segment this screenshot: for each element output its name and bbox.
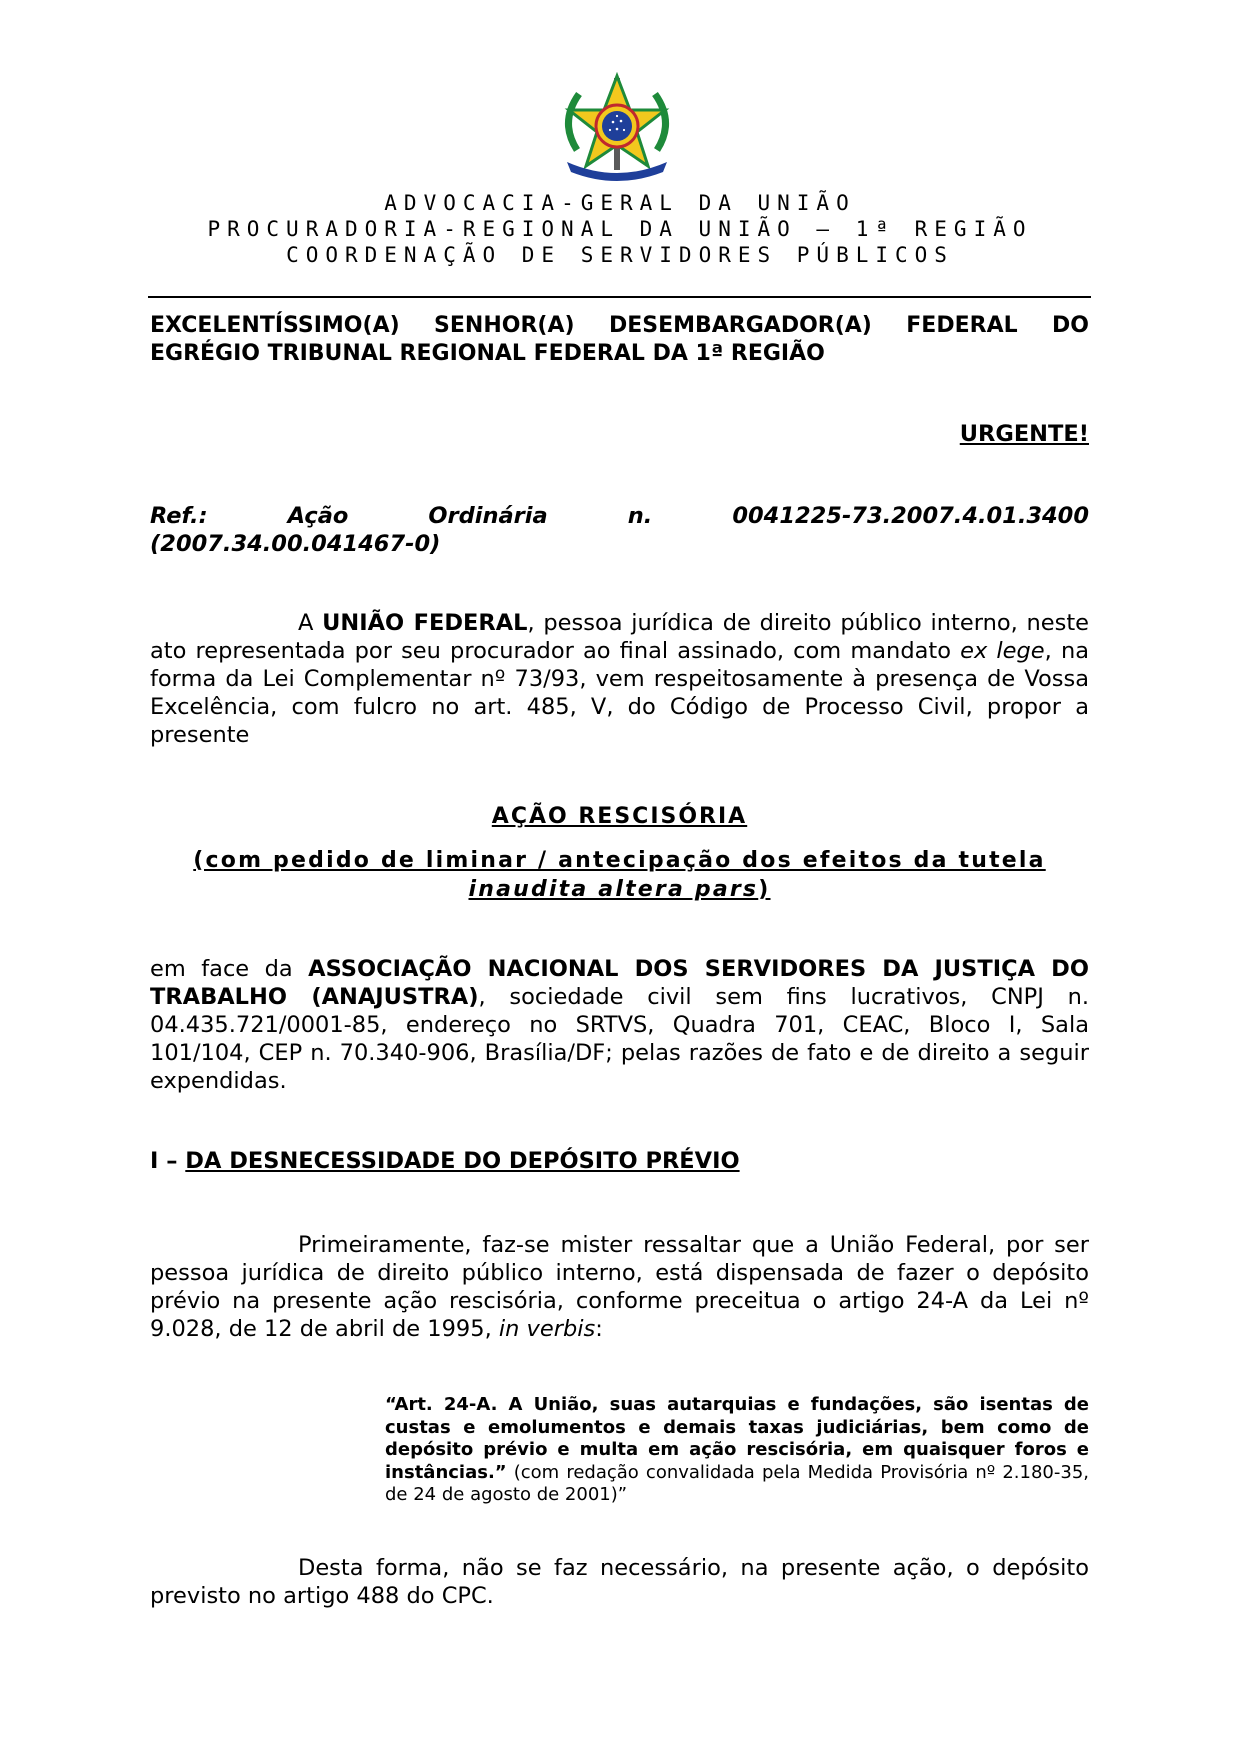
party-name: UNIÃO FEDERAL	[322, 610, 528, 636]
ref-word-3: Ordinária	[428, 503, 548, 529]
intro-pre: A	[298, 610, 323, 636]
coat-of-arms-emblem	[553, 72, 681, 184]
ref-old-number: (2007.34.00.041467-0)	[150, 531, 441, 557]
addressee-line-1: EXCELENTÍSSIMO(A) SENHOR(A) DESEMBARGADOR(A) FEDERAL DO	[150, 313, 1089, 338]
intro-text-1: , pessoa jurídica de direito público interno, neste ato representada por seu procurador ao final assinado, com mandato	[150, 610, 1089, 664]
action-subtitle	[150, 846, 1089, 904]
urgent-label: URGENTE!	[959, 421, 1089, 447]
case-reference	[150, 502, 1089, 558]
ref-word-4: n.	[627, 503, 653, 529]
quote-rest: (com redação convalidada pela Medida Provisória nº 2.180-35, de 24 de agosto de 2001)”	[385, 1461, 1089, 1505]
quote-bold: “Art. 24-A. A União, suas autarquias e fundações, são isentas de custas e emolumentos e demais taxas judiciárias, bem como de depósito prévio e multa em ação rescisória, em quaisquer foros e instâncias.”	[385, 1394, 1089, 1483]
section-title: DA DESNECESSIDADE DO DEPÓSITO PRÉVIO	[185, 1148, 740, 1174]
deposit-end: :	[595, 1316, 603, 1342]
subtitle-close: )	[758, 877, 771, 902]
deposit-latin: in verbis	[498, 1316, 596, 1342]
action-title: AÇÃO RESCISÓRIA	[491, 804, 748, 829]
deposit-text: Primeiramente, faz-se mister ressaltar que a União Federal, por ser pessoa jurídica de direito público interno, está dispensada de fazer o depósito prévio na presente ação rescisória, conforme preceitua o artigo 24-A da Lei nº 9.028, de 12 de abril de 1995,	[150, 1232, 1089, 1342]
header-line-agency: ADVOCACIA-GERAL DA UNIÃO	[384, 191, 856, 215]
intro-text-2: , na forma da Lei Complementar nº 73/93, vem respeitosamente à presença de Vossa Excelência, com fulcro no art. 485, V, do Código de Processo Civil, propor a presente	[150, 638, 1089, 748]
addressee-block	[150, 312, 1089, 368]
conclusion-paragraph: Desta forma, não se faz necessário, na presente ação, o depósito previsto no artigo 488 do CPC.	[150, 1555, 1089, 1609]
subtitle-latin: inaudita altera pars	[468, 877, 759, 902]
defendant-name: ASSOCIAÇÃO NACIONAL DOS SERVIDORES DA JUSTIÇA DO TRABALHO (ANAJUSTRA)	[150, 956, 1089, 1010]
intro-paragraph	[150, 609, 1089, 749]
header-line-department: COORDENAÇÃO DE SERVIDORES PÚBLICOS	[286, 243, 954, 267]
ref-word-1: Ref.:	[150, 503, 208, 529]
addressee-line-2: EGRÉGIO TRIBUNAL REGIONAL FEDERAL DA 1ª REGIÃO	[150, 341, 825, 366]
section-number: I –	[150, 1148, 186, 1174]
intro-latin: ex lege	[960, 638, 1045, 664]
header-divider	[148, 296, 1091, 298]
law-quote	[385, 1394, 1089, 1507]
header-line-office: PROCURADORIA-REGIONAL DA UNIÃO – 1ª REGIÃO	[207, 217, 1033, 241]
defendant-paragraph	[150, 955, 1089, 1095]
ref-word-2: Ação	[287, 503, 349, 529]
defendant-pre: em face da	[150, 956, 309, 982]
defendant-text: , sociedade civil sem fins lucrativos, CNPJ n. 04.435.721/0001-85, endereço no SRTVS, Quadra 701, CEAC, Bloco I, Sala 101/104, CEP n. 70.340-906, Brasília/DF; pelas razões de fato e de direito a seguir expendidas.	[150, 984, 1089, 1094]
subtitle-part-1: (com pedido de liminar / antecipação dos efeitos da tutela	[193, 848, 1046, 873]
ref-case-number: 0041225-73.2007.4.01.3400	[732, 503, 1089, 529]
deposit-paragraph	[150, 1231, 1089, 1343]
section-heading	[150, 1147, 1089, 1175]
